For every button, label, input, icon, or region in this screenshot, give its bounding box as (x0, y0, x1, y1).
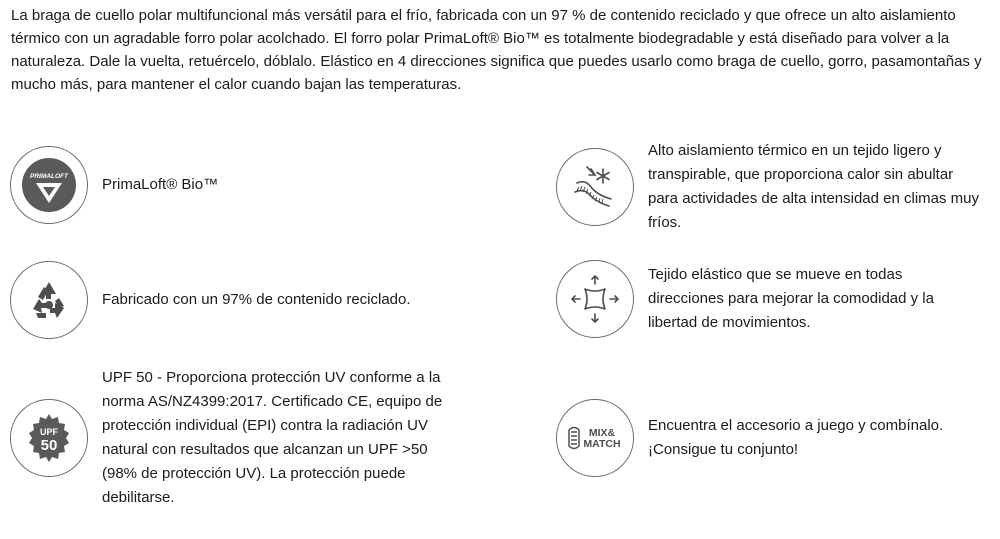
upf-label: UPF (40, 427, 58, 437)
upf-50-icon (10, 399, 88, 477)
feature-text: Alto aislamiento térmico en un tejido ligero y transpirable, que proporciona calor sin abultar para actividades de alta intensidad en climas muy fríos. (648, 142, 980, 231)
thermal-insulation-icon (556, 148, 634, 226)
recycle-icon (10, 261, 88, 339)
feature-primaloft (10, 146, 442, 224)
match-label: MATCH (583, 438, 621, 450)
feature-upf (10, 366, 454, 510)
feature-recycled (10, 261, 462, 339)
mix-match-icon (556, 399, 634, 477)
feature-text: Encuentra el accesorio a juego y combínalo. ¡Consigue tu conjunto! (648, 417, 944, 458)
primaloft-logo-text: PRIMALOFT (30, 173, 68, 180)
feature-thermal (556, 139, 984, 235)
feature-text: PrimaLoft® Bio™ (102, 176, 219, 193)
upf-value: 50 (40, 437, 58, 454)
feature-text: Tejido elástico que se mueve en todas direcciones para mejorar la comodidad y la libertad de movimientos. (648, 266, 934, 331)
feature-text: Fabricado con un 97% de contenido reciclado. (102, 291, 411, 308)
feature-stretch (556, 260, 978, 338)
feature-mix-match (556, 399, 988, 477)
feature-text: UPF 50 - Proporciona protección UV conforme a la norma AS/NZ4399:2017. Certificado CE, equipo de protección individual (EPI) contra la radiación UV natural con resultados que alcanzan un UPF >50 (98% de protección UV). La protección puede debilitarse. (102, 369, 443, 506)
stretch-fabric-icon (556, 260, 634, 338)
primaloft-logo-icon (10, 146, 88, 224)
product-description: La braga de cuello polar multifuncional más versátil para el frío, fabricada con un 97 % de contenido reciclado y que ofrece un alto aislamiento térmico con un agradable forro polar acolchado. El forro polar PrimaLoft® Bio™ es totalmente biodegradable y está diseñado para volver a la naturaleza. Dale la vuelta, retuércelo, dóblalo. Elástico en 4 direcciones significa que puedes usarlo como braga de cuello, gorro, pasamontañas y mucho más, para mantener el calor cuando bajan las temperaturas. (11, 7, 982, 93)
mix-label: MIX& (588, 427, 616, 439)
